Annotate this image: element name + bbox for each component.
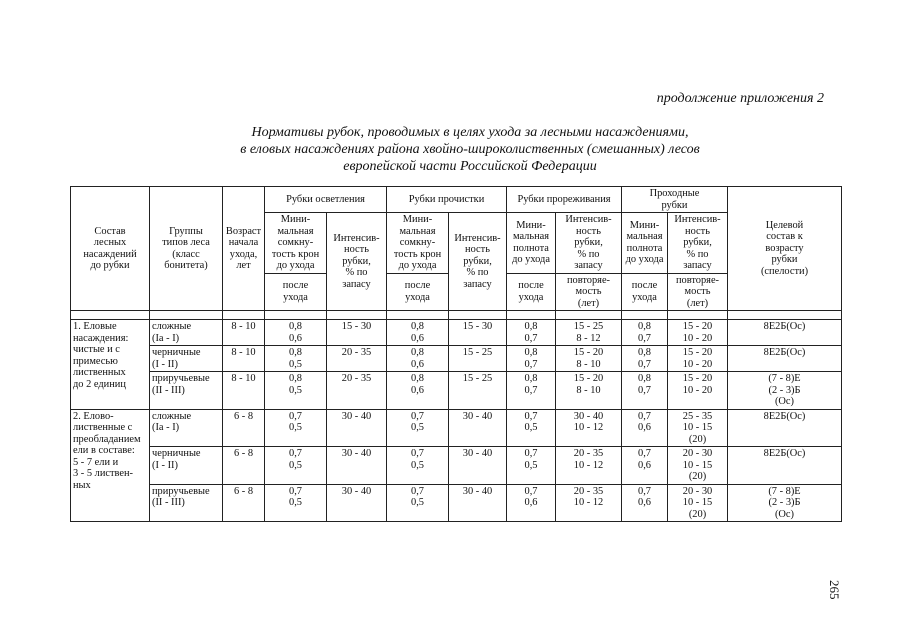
cell-line: 0,7 [638, 384, 651, 396]
age-cell: 6 - 8 [223, 484, 265, 522]
cell-line: (20) [688, 508, 707, 520]
table-row [71, 372, 842, 410]
cell-line: мальная [399, 225, 436, 237]
cell-line: приручьевые [152, 485, 210, 497]
target-cell [728, 346, 842, 372]
cell-line: 8 - 10 [576, 384, 601, 396]
cell-line: после [631, 280, 658, 292]
cell-line: (Ia - I) [152, 332, 180, 344]
col-composition [71, 187, 150, 311]
cell-line: начала [228, 237, 259, 248]
cell-line: запасу [574, 260, 603, 271]
cleaning-density-cell [387, 372, 449, 410]
hdr-min-density-crown [265, 213, 327, 274]
cell-line: 0,7 [638, 358, 651, 370]
cell-line: 0,6 [411, 384, 424, 396]
hdr-repeat [556, 273, 622, 311]
cell-line: 0,6 [411, 332, 424, 344]
cell-line: 25 - 35 [682, 410, 713, 422]
cell-line: (Ос) [774, 396, 795, 407]
passing-density-cell [622, 409, 668, 447]
thinning-intensity-cell [556, 346, 622, 372]
cell-line: черничные [152, 448, 201, 459]
passing-intensity-cell [668, 484, 728, 522]
cleaning-density-cell [387, 447, 449, 485]
cell-line: Возраст [225, 225, 262, 237]
hdr-min-density-crown [387, 213, 449, 274]
thinning-intensity-cell [556, 372, 622, 410]
cell-line: запасу [683, 260, 712, 271]
cell-line: рубки, [463, 255, 492, 267]
cleaning-density-cell [387, 409, 449, 447]
cell-line: насаждений [83, 248, 137, 260]
cell-line: Мини- [516, 219, 546, 231]
cell-line: мость [575, 286, 602, 297]
cell-line: сомкну- [399, 237, 436, 248]
cell-line: ухода, [229, 248, 258, 260]
cell-line: 10 - 12 [573, 459, 604, 471]
cell-line: Мини- [629, 219, 660, 231]
cell-line: Интенсив- [565, 214, 612, 225]
cell-line: рубки, [342, 255, 371, 267]
table-row [71, 320, 842, 346]
cell-line: мость [684, 286, 711, 297]
cell-line: 0,8 [411, 373, 424, 384]
cell-line: 0,7 [524, 410, 538, 422]
cell-line: ели в составе: [73, 445, 135, 456]
cell-line: 0,6 [289, 332, 302, 344]
thinning-density-cell [507, 372, 556, 410]
target-cell [728, 320, 842, 346]
lightening-density-cell [265, 484, 327, 522]
hdr-min-density [507, 213, 556, 274]
cell-line: (лет) [686, 297, 709, 309]
cell-line: 0,8 [524, 373, 538, 384]
hdr-after-care [265, 273, 327, 311]
cell-line: 0,8 [524, 321, 538, 332]
cell-line: рубки [771, 254, 798, 266]
cell-line: (Ia - I) [152, 422, 180, 433]
cell-line: (20) [688, 471, 707, 482]
cell-line: 0,8 [524, 347, 538, 358]
age-cell: 6 - 8 [223, 447, 265, 485]
lightening-density-cell [265, 372, 327, 410]
cell-line: типов леса [162, 237, 210, 248]
target-cell [728, 484, 842, 522]
cell-line: (класс [172, 248, 200, 260]
cell-line: после [404, 280, 431, 292]
col-forest-groups [150, 187, 223, 311]
table-row [71, 447, 842, 485]
thinning-intensity-cell [556, 484, 622, 522]
thinning-density-cell [507, 346, 556, 372]
cell-line: (II - III) [152, 384, 185, 396]
cell-line: 20 - 35 [573, 448, 604, 459]
cell-line: до 2 единиц [73, 378, 126, 390]
cell-line: ность [344, 244, 369, 256]
forest-type-cell [150, 484, 223, 522]
cell-line: 0,5 [524, 459, 538, 471]
norms-table [70, 186, 842, 522]
hdr-after-care [622, 273, 668, 311]
cell-line: 10 - 20 [682, 384, 713, 396]
forest-type-cell [150, 372, 223, 410]
cleaning-intensity-cell: 30 - 40 [449, 484, 507, 522]
title-line: европейской части Российской Федерации [343, 159, 597, 174]
lightening-density-cell [265, 409, 327, 447]
cell-line: лесных [93, 237, 127, 248]
passing-intensity-cell [668, 409, 728, 447]
cell-line: 0,6 [638, 497, 651, 508]
cell-line: 1. Еловые [73, 321, 117, 332]
cell-line: до ухода [398, 260, 437, 271]
cell-line: 0,7 [638, 448, 651, 459]
cell-line: 0,7 [524, 358, 538, 370]
lightening-intensity-cell: 20 - 35 [327, 346, 387, 372]
thinning-intensity-cell [556, 409, 622, 447]
cell-line: 0,7 [411, 410, 424, 422]
cell-line: 10 - 15 [682, 497, 713, 508]
lightening-intensity-cell: 30 - 40 [327, 447, 387, 485]
cell-line: 0,8 [289, 321, 302, 332]
hdr-intensity [449, 213, 507, 311]
cell-line: Интенсив- [674, 214, 721, 225]
forest-type-cell [150, 409, 223, 447]
cell-line: 0,7 [638, 485, 651, 497]
cell-line: после [282, 280, 309, 292]
hdr-intensity [327, 213, 387, 311]
cell-line: насаждения: [73, 332, 129, 344]
cell-line: % по [686, 248, 709, 260]
cell-line: 0,5 [289, 459, 302, 471]
cell-line: ухода [632, 291, 657, 303]
cell-line: 0,5 [289, 422, 302, 433]
cell-line: (2 - 3)Б [768, 497, 801, 508]
cell-line: 0,8 [411, 321, 424, 332]
cell-line: Целевой [765, 219, 804, 231]
cell-line: Интенсив- [333, 232, 380, 244]
col-target [728, 187, 842, 311]
lightening-intensity-cell: 20 - 35 [327, 372, 387, 410]
lightening-density-cell [265, 320, 327, 346]
header-row-1 [71, 187, 842, 213]
cell-line: 0,7 [289, 485, 302, 497]
cell-line: 0,8 [411, 347, 424, 358]
hdr-repeat [668, 273, 728, 311]
cell-line: чистые и с [73, 344, 120, 355]
forest-type-cell [150, 320, 223, 346]
cell-line: Проходные [649, 188, 700, 199]
cell-line: примесью [73, 355, 118, 367]
cell-line: черничные [152, 347, 201, 358]
cell-line: 15 - 20 [573, 373, 604, 384]
cell-line: 0,5 [411, 422, 424, 433]
cleaning-intensity-cell: 15 - 30 [449, 320, 507, 346]
cell-line: ность [685, 225, 710, 237]
table-row [71, 346, 842, 372]
cell-line: 10 - 12 [573, 422, 604, 433]
cell-line: состав к [766, 231, 803, 243]
cell-line: сомкну- [277, 237, 314, 248]
cell-line: 10 - 20 [682, 358, 713, 370]
cell-line: сложные [152, 321, 192, 332]
cell-line: полнота [626, 242, 663, 254]
cell-line: 3 - 5 листвен- [73, 468, 134, 479]
cell-line: % по [466, 267, 489, 279]
page-number: 265 [827, 580, 842, 600]
cleaning-density-cell [387, 484, 449, 522]
cell-line: 0,7 [411, 485, 424, 497]
table-row [71, 409, 842, 447]
cell-line: (II - III) [152, 497, 185, 508]
cell-line: ность [576, 225, 601, 237]
passing-density-cell [622, 320, 668, 346]
cell-line: % по [577, 248, 600, 260]
cell-line: (Ос) [774, 508, 795, 520]
cell-line: 0,5 [289, 384, 302, 396]
passing-density-cell [622, 447, 668, 485]
cell-line: 5 - 7 ели и [73, 456, 119, 468]
cell-line: 0,7 [411, 448, 424, 459]
cell-line: до ухода [512, 254, 550, 266]
col-lightening: Рубки осветления [265, 187, 387, 213]
cell-line: 20 - 30 [682, 448, 713, 459]
cell-line: бонитета) [164, 260, 208, 271]
cell-line: 0,5 [289, 497, 302, 508]
cell-line: лиственные с [73, 422, 133, 433]
cell-line: мальная [277, 225, 314, 237]
cell-line: 0,8 [289, 373, 302, 384]
lightening-density-cell [265, 346, 327, 372]
age-cell: 8 - 10 [223, 320, 265, 346]
cell-line: Группы [169, 225, 203, 237]
thinning-density-cell [507, 409, 556, 447]
cell-line: 8 - 12 [576, 332, 601, 344]
passing-intensity-cell [668, 346, 728, 372]
cell-line: ухода [283, 291, 308, 303]
cell-line: лет [236, 260, 251, 271]
composition-cell [71, 409, 150, 522]
cell-line: преобладанием [73, 433, 141, 445]
cell-line: 0,8 [289, 347, 302, 358]
cell-line: 0,6 [638, 422, 651, 433]
hdr-intensity [556, 213, 622, 274]
hdr-intensity [668, 213, 728, 274]
cleaning-intensity-cell: 15 - 25 [449, 372, 507, 410]
cell-line: возрасту [765, 242, 804, 254]
cell-line: повторяе- [675, 274, 720, 286]
cell-line: 8Е2Б(Ос) [763, 410, 806, 422]
cleaning-density-cell [387, 320, 449, 346]
cell-line: до ухода [276, 260, 315, 271]
forest-type-cell [150, 346, 223, 372]
cell-line: % по [345, 267, 368, 279]
col-thinning: Рубки прореживания [507, 187, 622, 213]
cell-line: 0,6 [411, 358, 424, 370]
cleaning-intensity-cell: 30 - 40 [449, 447, 507, 485]
passing-density-cell [622, 372, 668, 410]
cell-line: 0,7 [289, 410, 302, 422]
cell-line: 0,6 [638, 459, 651, 471]
cell-line: тость крон [393, 248, 442, 260]
cell-line: 10 - 15 [682, 459, 713, 471]
passing-intensity-cell [668, 320, 728, 346]
cell-line: (лет) [577, 297, 600, 309]
cell-line: (I - II) [152, 358, 178, 370]
title-line: Нормативы рубок, проводимых в целях ухода за лесными насаждениями, [251, 125, 689, 140]
table-row [71, 484, 842, 522]
lightening-density-cell [265, 447, 327, 485]
cell-line: полнота [513, 242, 549, 254]
thinning-intensity-cell [556, 320, 622, 346]
cell-line: сложные [152, 410, 192, 422]
cell-line: ных [73, 479, 91, 491]
cell-line: (7 - 8)Е [768, 373, 801, 384]
cell-line: 10 - 15 [682, 422, 713, 433]
cell-line: запасу [342, 278, 371, 290]
spacer-row [71, 311, 842, 320]
title-line: в еловых насаждениях района хвойно-широколиственных (смешанных) лесов [240, 142, 700, 157]
thinning-density-cell [507, 484, 556, 522]
col-age [223, 187, 265, 311]
thinning-density-cell [507, 447, 556, 485]
cell-line: 0,7 [524, 485, 538, 497]
target-cell [728, 372, 842, 410]
cell-line: 0,5 [411, 497, 424, 508]
cell-line: 8 - 10 [576, 358, 601, 370]
cell-line: 15 - 20 [573, 347, 604, 358]
cell-line: ухода [405, 291, 430, 303]
cell-line: ность [465, 244, 490, 256]
cell-line: 0,8 [638, 347, 651, 358]
cell-line: (7 - 8)Е [768, 485, 801, 497]
cell-line: приручьевые [152, 373, 210, 384]
cell-line: 0,5 [411, 459, 424, 471]
cell-line: 0,7 [524, 384, 538, 396]
hdr-after-care [507, 273, 556, 311]
cell-line: (20) [688, 433, 707, 445]
passing-intensity-cell [668, 447, 728, 485]
hdr-after-care [387, 273, 449, 311]
col-cleaning: Рубки прочистки [387, 187, 507, 213]
lightening-intensity-cell: 15 - 30 [327, 320, 387, 346]
cell-line: 10 - 20 [682, 332, 713, 344]
cell-line: 0,5 [289, 358, 302, 370]
cell-line: запасу [463, 278, 492, 290]
cell-line: 0,7 [289, 448, 302, 459]
cleaning-intensity-cell: 15 - 25 [449, 346, 507, 372]
cell-line: мальная [626, 231, 663, 243]
cell-line: тость крон [271, 248, 320, 260]
cell-line: повторяе- [566, 274, 611, 286]
col-passing [622, 187, 728, 213]
cell-line: рубки [661, 199, 688, 211]
thinning-intensity-cell [556, 447, 622, 485]
cell-line: 0,5 [524, 422, 538, 433]
continuation-label: продолжение приложения 2 [656, 91, 824, 106]
cell-line: до ухода [625, 254, 664, 266]
cell-line: 30 - 40 [573, 410, 604, 422]
age-cell: 6 - 8 [223, 409, 265, 447]
cell-line: (I - II) [152, 459, 178, 471]
cell-line: Состав [94, 225, 126, 237]
cleaning-density-cell [387, 346, 449, 372]
thinning-density-cell [507, 320, 556, 346]
cell-line: 8Е2Б(Ос) [763, 448, 806, 459]
cell-line: Мини- [402, 214, 433, 225]
cell-line: рубки, [683, 237, 712, 248]
cell-line: 0,7 [524, 332, 538, 344]
age-cell: 8 - 10 [223, 372, 265, 410]
cell-line: 0,8 [638, 321, 651, 332]
hdr-min-density [622, 213, 668, 274]
cell-line: 0,8 [638, 373, 651, 384]
cell-line: 0,6 [524, 497, 538, 508]
cell-line: 15 - 20 [682, 347, 713, 358]
lightening-intensity-cell: 30 - 40 [327, 409, 387, 447]
cell-line: 0,7 [638, 410, 651, 422]
cell-line: 8Е2Б(Ос) [763, 321, 806, 332]
cell-line: после [518, 280, 544, 292]
cell-line: 10 - 12 [573, 497, 604, 508]
cell-line: мальная [512, 231, 550, 243]
composition-cell [71, 320, 150, 410]
target-cell [728, 409, 842, 447]
forest-type-cell [150, 447, 223, 485]
cleaning-intensity-cell: 30 - 40 [449, 409, 507, 447]
lightening-intensity-cell: 30 - 40 [327, 484, 387, 522]
cell-line: 15 - 25 [573, 321, 604, 332]
cell-line: 0,7 [638, 332, 651, 344]
cell-line: (2 - 3)Б [768, 384, 801, 396]
age-cell: 8 - 10 [223, 346, 265, 372]
cell-line: рубки, [574, 237, 603, 248]
cell-line: ухода [518, 291, 544, 303]
cell-line: 20 - 35 [573, 485, 604, 497]
target-cell [728, 447, 842, 485]
passing-density-cell [622, 346, 668, 372]
cell-line: 8Е2Б(Ос) [763, 347, 806, 358]
cell-line: 0,7 [524, 448, 538, 459]
passing-density-cell [622, 484, 668, 522]
cell-line: Мини- [280, 214, 311, 225]
cell-line: 2. Елово- [73, 410, 114, 422]
cell-line: 15 - 20 [682, 373, 713, 384]
document-title [180, 124, 760, 175]
cell-line: лиственных [73, 367, 126, 378]
passing-intensity-cell [668, 372, 728, 410]
cell-line: 15 - 20 [682, 321, 713, 332]
cell-line: (спелости) [760, 265, 809, 277]
cell-line: Интенсив- [454, 232, 501, 244]
cell-line: до рубки [90, 260, 130, 271]
cell-line: 20 - 30 [682, 485, 713, 497]
